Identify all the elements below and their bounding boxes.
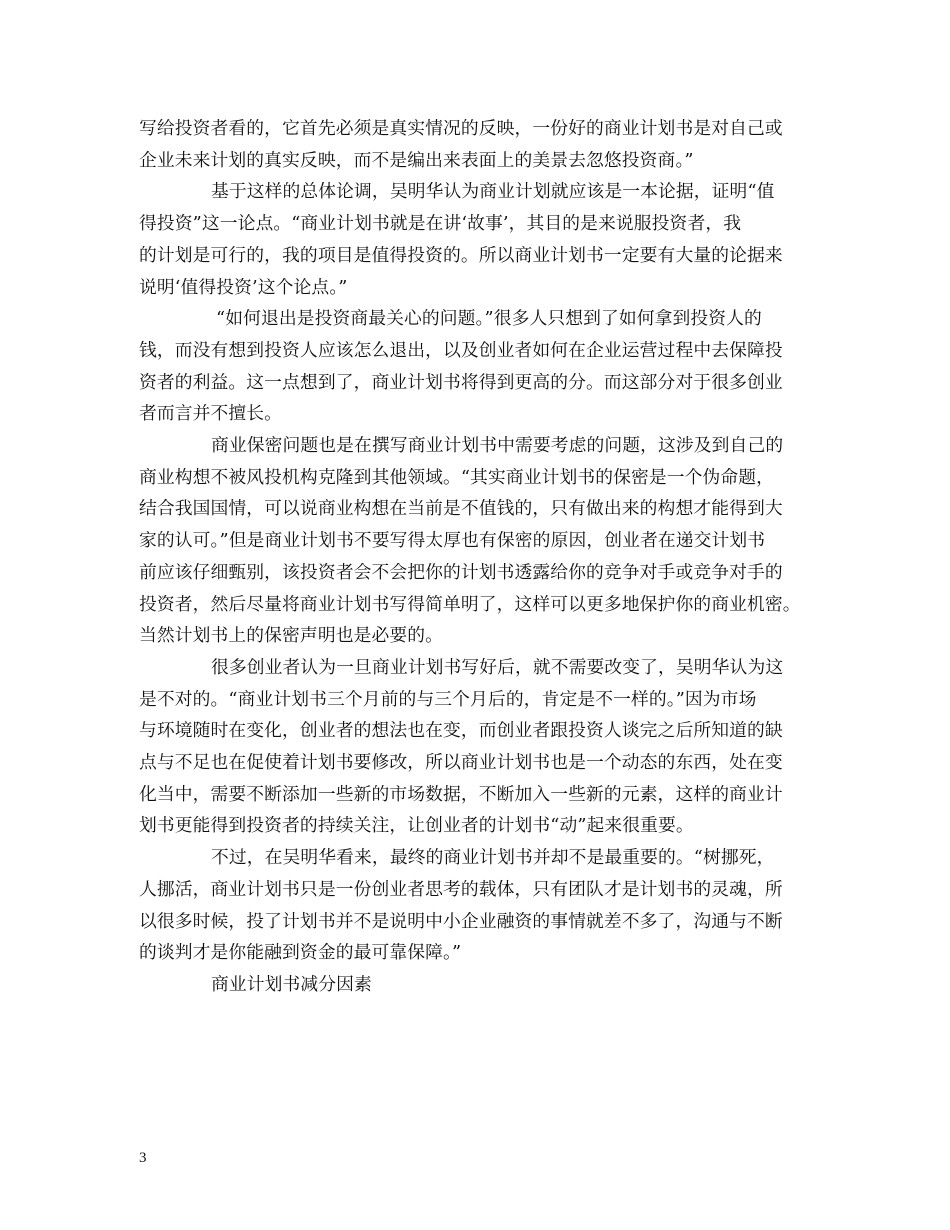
text-line: 家的认可。”但是商业计划书不要写得太厚也有保密的原因，创业者在递交计划书 (139, 530, 766, 552)
text-line: 与环境随时在变化，创业者的想法也在变，而创业者跟投资人谈完之后所知道的缺 (139, 720, 783, 742)
text-line: 化当中，需要不断添加一些新的市场数据，不断加入一些新的元素，这样的商业计 (139, 783, 783, 805)
text-line: 以很多时候，投了计划书并不是说明中小企业融资的事情就差不多了，沟通与不断 (139, 910, 783, 932)
paragraph-start: 基于这样的总体论调，吴明华认为商业计划就应该是一本论据，证明“值 (211, 181, 775, 203)
text-line: 结合我国国情，可以说商业构想在当前是不值钱的，只有做出来的构想才能得到大 (139, 498, 783, 520)
text-line: 者而言并不擅长。 (139, 403, 283, 425)
paragraph-start: 不过，在吴明华看来，最终的商业计划书并却不是最重要的。“树挪死， (211, 847, 775, 869)
paragraph-start: 商业保密问题也是在撰写商业计划书中需要考虑的问题，这涉及到自己的 (211, 435, 784, 457)
text-line: 的计划是可行的，我的项目是值得投资的。所以商业计划书一定要有大量的论据来 (139, 244, 783, 266)
text-line: 企业未来计划的真实反映，而不是编出来表面上的美景去忽悠投资商。” (139, 149, 694, 171)
text-line: 得投资”这一论点。“商业计划书就是在讲‘故事’，其目的是来说服投资者，我 (139, 213, 742, 235)
paragraph-start: “如何退出是投资商最关心的问题。”很多人只想到了如何拿到投资人的 (216, 308, 762, 330)
text-line: 写给投资者看的，它首先必须是真实情况的反映，一份好的商业计划书是对自己或 (139, 118, 783, 139)
text-line: 资者的利益。这一点想到了，商业计划书将得到更高的分。而这部分对于很多创业 (139, 371, 783, 393)
text-line: 是不对的。“商业计划书三个月前的与三个月后的，肯定是不一样的。”因为市场 (139, 688, 757, 710)
text-line: 前应该仔细甄别，该投资者会不会把你的计划书透露给你的竞争对手或竞争对手的 (139, 561, 783, 583)
text-line: 的谈判才是你能融到资金的最可靠保障。” (139, 942, 462, 964)
section-heading: 商业计划书减分因素 (211, 973, 372, 995)
text-line: 投资者，然后尽量将商业计划书写得简单明了，这样可以更多地保护你的商业机密。 (139, 593, 801, 615)
page-number: 3 (139, 1150, 147, 1166)
text-line: 点与不足也在促使着计划书要修改，所以商业计划书也是一个动态的东西，处在变 (139, 752, 783, 774)
text-line: 商业构想不被风投机构克隆到其他领域。“其实商业计划书的保密是一个伪命题， (139, 466, 775, 488)
paragraph-start: 很多创业者认为一旦商业计划书写好后，就不需要改变了，吴明华认为这 (211, 656, 784, 678)
text-line: 说明‘值得投资’这个论点。” (139, 276, 348, 298)
text-line: 人挪活，商业计划书只是一份创业者思考的载体，只有团队才是计划书的灵魂，所 (139, 878, 783, 900)
body-text (139, 113, 829, 1001)
text-line: 划书更能得到投资者的持续关注，让创业者的计划书“动”起来很重要。 (139, 815, 694, 837)
text-line: 钱，而没有想到投资人应该怎么退出，以及创业者如何在企业运营过程中去保障投 (139, 339, 783, 361)
text-line: 当然计划书上的保密声明也是必要的。 (139, 625, 443, 647)
